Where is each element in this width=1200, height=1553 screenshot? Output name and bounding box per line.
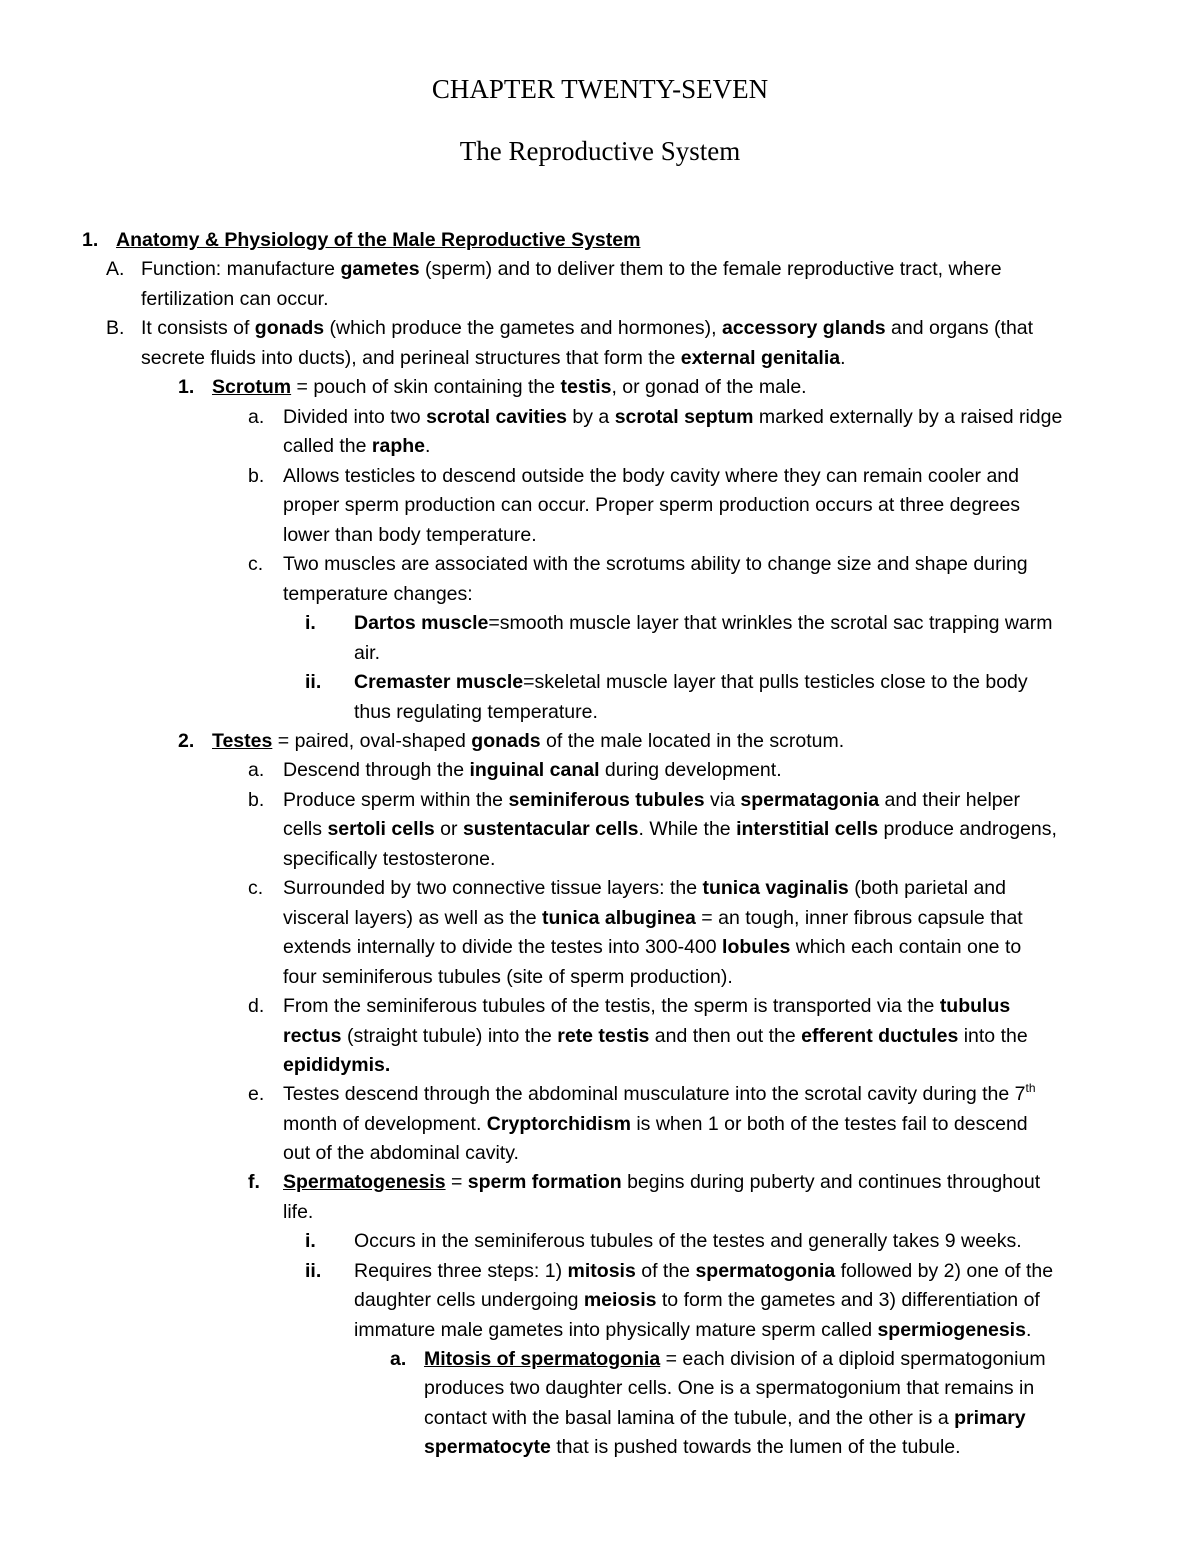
text-run: . (840, 347, 846, 369)
text-run: followed by 2) one of the (835, 1260, 1054, 1282)
text-line (283, 432, 430, 462)
emphasized-term: gonads (471, 730, 541, 752)
text-line (424, 1374, 1034, 1404)
list-marker-f: f. (248, 1171, 260, 1193)
text-line (283, 933, 1021, 963)
emphasized-term: Dartos muscle (354, 612, 489, 634)
emphasized-term: tubulus (939, 995, 1011, 1017)
text-run: = an tough, inner fibrous capsule that (695, 907, 1023, 929)
text-line (283, 491, 1020, 521)
text-run: Descend through the (283, 759, 470, 781)
emphasized-term: Mitosis of spermatogonia (424, 1348, 661, 1370)
text-line (212, 727, 844, 757)
text-run: produce androgens, (878, 818, 1057, 840)
text-line (141, 314, 1033, 344)
emphasized-term: epididymis. (283, 1054, 391, 1076)
text-line (283, 992, 1010, 1022)
list-marker-ii: ii. (305, 1260, 322, 1282)
text-line (283, 756, 782, 786)
emphasized-term: external genitalia (680, 347, 841, 369)
text-run: contact with the basal lamina of the tubule, and the other is a (424, 1407, 955, 1429)
emphasized-term: spermatocyte (424, 1436, 551, 1458)
text-run: Occurs in the seminiferous tubules of the testes and generally takes 9 weeks. (354, 1230, 1022, 1252)
text-run: =skeletal muscle layer that pulls testicles close to the body (523, 671, 1028, 693)
text-run: From the seminiferous tubules of the testis, the sperm is transported via the (283, 995, 940, 1017)
text-run: Produce sperm within the (283, 789, 509, 811)
text-run: by a (567, 406, 615, 428)
emphasized-term: Cremaster muscle (354, 671, 524, 693)
text-line (283, 963, 733, 993)
text-run: specifically testosterone. (283, 848, 496, 870)
list-marker-a-upper: A. (106, 258, 125, 280)
emphasized-term: scrotal cavities (426, 406, 567, 428)
list-marker-testes: 2. (178, 730, 195, 752)
text-run: month of development. (283, 1113, 487, 1135)
chapter-subtitle: The Reproductive System (459, 136, 741, 166)
emphasized-term: primary (954, 1407, 1026, 1429)
emphasized-term: Scrotum (212, 376, 292, 398)
text-line (141, 285, 329, 315)
emphasized-term: tunica albuginea (542, 907, 696, 929)
emphasized-term: Cryptorchidism (486, 1113, 631, 1135)
text-line (283, 1080, 1036, 1110)
text-run: lower than body temperature. (283, 524, 537, 546)
list-marker-c: c. (248, 877, 264, 899)
emphasized-term: Spermatogenesis (283, 1171, 446, 1193)
emphasized-term: th (1025, 1081, 1036, 1095)
emphasized-term: Testes (212, 730, 273, 752)
text-line (283, 1139, 519, 1169)
text-run: which each contain one to (790, 936, 1022, 958)
text-line (283, 1198, 313, 1228)
text-line (141, 255, 1002, 285)
text-run: life. (283, 1201, 314, 1223)
list-marker-c: c. (248, 553, 264, 575)
list-marker-1: 1. (82, 229, 99, 251)
text-run: and their helper (879, 789, 1020, 811)
text-run: into the (958, 1025, 1028, 1047)
list-marker-e: e. (248, 1083, 265, 1105)
emphasized-term: lobules (722, 936, 791, 958)
text-line (354, 668, 1028, 698)
emphasized-term: interstitial cells (736, 818, 879, 840)
text-run: out of the abdominal cavity. (283, 1142, 519, 1164)
text-run: called the (283, 435, 372, 457)
text-run: Function: manufacture (141, 258, 341, 280)
text-line (283, 904, 1023, 934)
emphasized-term: rectus (283, 1025, 342, 1047)
text-run: or (434, 818, 463, 840)
emphasized-term: spermatagonia (740, 789, 880, 811)
text-run: = paired, oval-shaped (272, 730, 472, 752)
emphasized-term: sustentacular cells (462, 818, 639, 840)
text-line (354, 1316, 1031, 1346)
text-run: that is pushed towards the lumen of the tubule. (550, 1436, 961, 1458)
emphasized-term: gonads (254, 317, 325, 339)
emphasized-term: inguinal canal (469, 759, 600, 781)
text-run: = each division of a diploid spermatogonium (660, 1348, 1046, 1370)
emphasized-term: meiosis (583, 1289, 657, 1311)
text-line (424, 1345, 1046, 1375)
text-line (354, 639, 380, 669)
section-heading (116, 226, 640, 256)
list-marker-a: a. (248, 759, 265, 781)
text-line (354, 698, 598, 728)
text-run: via (704, 789, 741, 811)
text-line (424, 1433, 961, 1463)
text-run: Testes descend through the abdominal musculature into the scrotal cavity during the 7 (283, 1083, 1026, 1105)
emphasized-term: raphe (371, 435, 426, 457)
list-marker-i: i. (305, 612, 316, 634)
emphasized-term: rete testis (557, 1025, 650, 1047)
text-run: = pouch of skin containing the (291, 376, 561, 398)
text-line (354, 1257, 1053, 1287)
chapter-heading: CHAPTER TWENTY-SEVEN (431, 74, 769, 104)
text-line (283, 462, 1019, 492)
text-line (283, 403, 1062, 433)
text-run: of the (635, 1260, 696, 1282)
list-marker-a: a. (248, 406, 265, 428)
text-line (354, 1227, 1022, 1257)
text-run: , or gonad of the male. (611, 376, 807, 398)
emphasized-term: tunica vaginalis (702, 877, 849, 899)
emphasized-term: scrotal septum (614, 406, 754, 428)
text-line (283, 845, 495, 875)
text-run: . While the (638, 818, 737, 840)
emphasized-term: spermiogenesis (877, 1319, 1026, 1341)
list-marker-ii: ii. (305, 671, 322, 693)
text-run: It consists of (141, 317, 255, 339)
text-run: of the male located in the scrotum. (540, 730, 845, 752)
text-line (212, 373, 807, 403)
emphasized-term: sertoli cells (327, 818, 435, 840)
list-marker-b: b. (248, 789, 265, 811)
text-run: is when 1 or both of the testes fail to descend (630, 1113, 1028, 1135)
emphasized-term: mitosis (567, 1260, 636, 1282)
text-run: (which produce the gametes and hormones), (324, 317, 722, 339)
text-run: daughter cells undergoing (354, 1289, 584, 1311)
text-run: . (425, 435, 431, 457)
list-marker-d: d. (248, 995, 265, 1017)
emphasized-term: gametes (340, 258, 420, 280)
text-line (283, 1051, 390, 1081)
text-run: temperature changes: (283, 583, 473, 605)
text-run: extends internally to divide the testes into 300-400 (283, 936, 723, 958)
text-run: cells (283, 818, 328, 840)
list-marker-i: i. (305, 1230, 316, 1252)
emphasized-term: sperm formation (467, 1171, 622, 1193)
text-line (283, 550, 1028, 580)
text-run: thus regulating temperature. (354, 701, 598, 723)
text-run: Surrounded by two connective tissue layers: the (283, 877, 703, 899)
text-line (283, 580, 473, 610)
text-run: (sperm) and to deliver them to the female reproductive tract, where (419, 258, 1002, 280)
emphasized-term: efferent ductules (801, 1025, 959, 1047)
text-run: proper sperm production can occur. Proper sperm production occurs at three degrees (283, 494, 1021, 516)
emphasized-term: accessory glands (721, 317, 886, 339)
text-run: visceral layers) as well as the (283, 907, 543, 929)
list-marker-a: a. (390, 1348, 407, 1370)
text-run: Two muscles are associated with the scrotums ability to change size and shape during (283, 553, 1028, 575)
text-run: (straight tubule) into the (341, 1025, 558, 1047)
text-run: . (1025, 1319, 1032, 1341)
text-run: Requires three steps: 1) (354, 1260, 568, 1282)
text-run: and organs (that (885, 317, 1034, 339)
emphasized-term: seminiferous tubules (508, 789, 705, 811)
text-line (354, 1286, 1040, 1316)
text-line (283, 1022, 1028, 1052)
text-line (283, 521, 537, 551)
text-line (424, 1404, 1026, 1434)
emphasized-term: testis (560, 376, 612, 398)
text-line (141, 344, 846, 374)
text-run: (both parietal and (848, 877, 1006, 899)
text-run: to form the gametes and 3) differentiation of (656, 1289, 1040, 1311)
text-run: Divided into two (283, 406, 427, 428)
text-run: Allows testicles to descend outside the body cavity where they can remain cooler and (283, 465, 1019, 487)
text-run: and then out the (649, 1025, 802, 1047)
text-line (354, 609, 1053, 639)
emphasized-term: Anatomy & Physiology of the Male Reproductive System (116, 229, 641, 251)
text-run: fertilization can occur. (141, 288, 329, 310)
text-run: marked externally by a raised ridge (753, 406, 1063, 428)
text-run: = (445, 1171, 468, 1193)
text-run: four seminiferous tubules (site of sperm production). (283, 966, 733, 988)
list-marker-scrotum: 1. (178, 376, 195, 398)
text-run: immature male gametes into physically mature sperm called (354, 1319, 878, 1341)
text-run: produces two daughter cells. One is a spermatogonium that remains in (424, 1377, 1035, 1399)
text-line (283, 1168, 1040, 1198)
text-run: air. (354, 642, 381, 664)
text-line (283, 815, 1057, 845)
text-line (283, 874, 1006, 904)
text-line (283, 1110, 1028, 1140)
text-run: =smooth muscle layer that wrinkles the scrotal sac trapping warm (488, 612, 1053, 634)
emphasized-term: spermatogonia (695, 1260, 836, 1282)
text-line (283, 786, 1020, 816)
text-run: secrete fluids into ducts), and perineal structures that form the (141, 347, 681, 369)
text-run: begins during puberty and continues throughout (621, 1171, 1041, 1193)
list-marker-b-upper: B. (106, 317, 125, 339)
text-run: during development. (599, 759, 782, 781)
list-marker-b: b. (248, 465, 265, 487)
